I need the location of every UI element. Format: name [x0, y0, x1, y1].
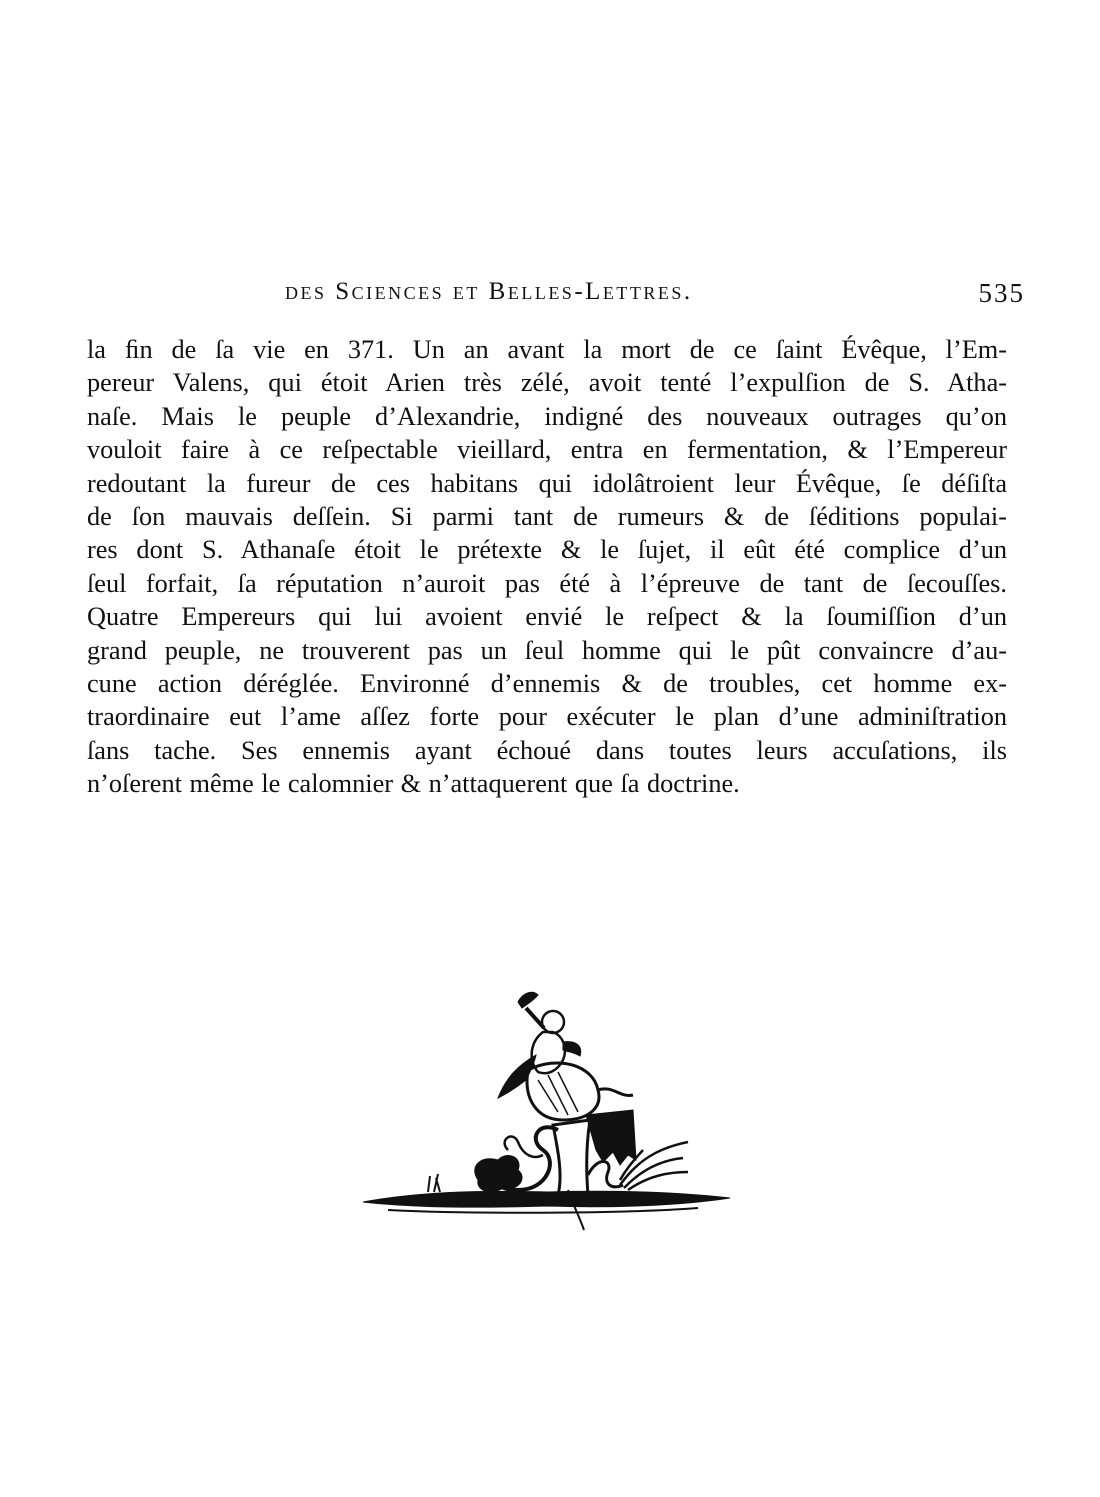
ornament-ground-shadow: [388, 1208, 698, 1213]
text-line: res dont S. Athanaſe étoit le prétexte & le ſujet, il eût été complice d’un: [87, 535, 1007, 565]
body-paragraph: [87, 333, 1007, 800]
text-line: traordinaire eut l’ame aſſez forte pour exécuter le plan d’une adminiſtration: [87, 702, 1007, 732]
text-line: ſans tache. Ses ennemis ayant échoué dans toutes leurs accuſations, ils: [87, 735, 1007, 765]
ornament-scroll-right: [588, 1161, 623, 1186]
running-head-title: des Sciences et Belles-Lettres.: [285, 278, 693, 305]
text-line: pereur Valens, qui étoit Arien très zélé, avoit tenté l’expulſion de S. Atha-: [87, 368, 1007, 398]
text-line: grand peuple, ne trouverent pas un ſeul homme qui le pût convaincre d’au-: [87, 635, 1007, 665]
text-line: n’oſerent même le calomnier & n’attaquerent que ſa doctrine.: [87, 769, 740, 799]
cherub-ornament-icon: [358, 980, 738, 1235]
ornament-foliage: [475, 1155, 522, 1191]
ornament-shell-ridge: [598, 1089, 633, 1096]
text-line: la ﬁn de ſa vie en 371. Un an avant la mort de ce ſaint Évêque, l’Em-: [87, 335, 1007, 364]
text-line: Quatre Empereurs qui lui avoient envié le reſpect & la ſoumiſſion d’un: [87, 602, 1007, 632]
ornament-drapery: [498, 1055, 536, 1098]
ornament-cherub-head: [542, 1011, 564, 1033]
text-line: ſeul forfait, ſa réputation n’auroit pas été à l’épreuve de tant de ſecouſſes.: [87, 568, 1007, 598]
text-line: de ſon mauvais deſſein. Si parmi tant de rumeurs & de ſéditions populai-: [87, 501, 1007, 531]
ornament-cherub-arm: [526, 1008, 544, 1028]
page-number: 535: [978, 278, 1025, 308]
ornament-bird: [518, 992, 538, 1008]
running-head: [285, 278, 1025, 314]
text-line: naſe. Mais le peuple d’Alexandrie, indigné des nouveaux outrages qu’on: [87, 401, 1007, 431]
ornament-broken-column: [586, 1110, 636, 1165]
ornament-ground: [363, 1191, 730, 1207]
ornament-pedestal: [553, 1120, 590, 1195]
text-line: cune action déréglée. Environné d’ennemis & de troubles, cet homme ex-: [87, 668, 1007, 698]
text-line: vouloit faire à ce reſpectable vieillard, entra en fermentation, & l’Empereur: [87, 435, 1007, 465]
ornament-grass-left: [428, 1174, 440, 1192]
text-line: redoutant la fureur de ces habitans qui idolâtroient leur Évêque, ſe déſiſta: [87, 468, 1007, 498]
